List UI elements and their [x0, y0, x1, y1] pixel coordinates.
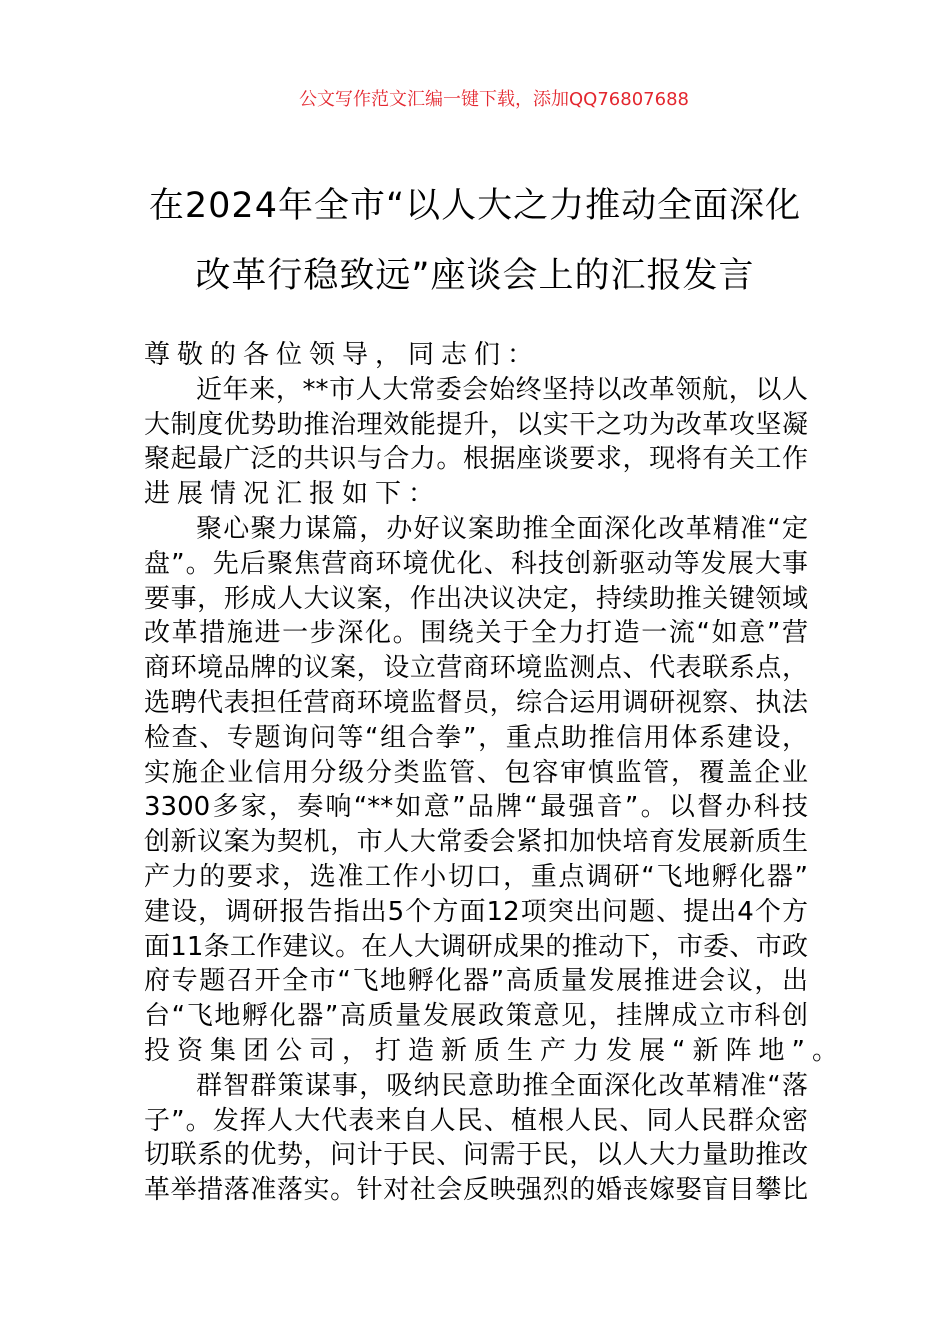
- body-text-line: 面11条工作建议。在人大调研成果的推动下，市委、市政: [144, 931, 808, 962]
- body-text-line: 群智群策谋事，吸纳民意助推全面深化改革精准“落: [196, 1070, 808, 1101]
- body-text-line: 创新议案为契机，市人大常委会紧扣加快培育发展新质生: [144, 827, 808, 858]
- body-text-line: 近年来，**市人大常委会始终坚持以改革领航，以人: [196, 374, 808, 405]
- body-text-line: 实施企业信用分级分类监管、包容审慎监管，覆盖企业: [144, 757, 808, 788]
- body-text-line: 产力的要求，选准工作小切口，重点调研“飞地孵化器”: [144, 861, 808, 892]
- document-title-line-2: 改革行稳致远”座谈会上的汇报发言: [195, 256, 755, 296]
- body-text-line: 府专题召开全市“飞地孵化器”高质量发展推进会议，出: [144, 966, 808, 997]
- body-text-line: 聚起最广泛的共识与合力。根据座谈要求，现将有关工作: [144, 444, 808, 475]
- body-text-line: 切联系的优势，问计于民、问需于民，以人大力量助推改: [144, 1140, 808, 1171]
- body-text-line: 选聘代表担任营商环境监督员，综合运用调研视察、执法: [144, 687, 808, 718]
- body-text-line: 3300多家，奏响“**如意”品牌“最强音”。以督办科技: [144, 792, 808, 823]
- watermark-download-notice: 公文写作范文汇编一键下载，添加QQ76807688: [299, 89, 689, 110]
- document-title-line-1: 在2024年全市“以人大之力推动全面深化: [148, 186, 802, 226]
- body-text-line: 革举措落准落实。针对社会反映强烈的婚丧嫁娶盲目攀比: [144, 1175, 808, 1206]
- body-text-line: 商环境品牌的议案，设立营商环境监测点、代表联系点，: [144, 653, 808, 684]
- body-text-line: 要事，形成人大议案，作出决议决定，持续助推关键领域: [144, 583, 808, 614]
- body-text-line: 改革措施进一步深化。围绕关于全力打造一流“如意”营: [144, 618, 808, 649]
- body-text-line: 大制度优势助推治理效能提升，以实干之功为改革攻坚凝: [144, 409, 808, 440]
- body-text-line: 子”。发挥人大代表来自人民、植根人民、同人民群众密: [144, 1105, 808, 1136]
- body-text-line: 建设，调研报告指出5个方面12项突出问题、提出4个方: [144, 896, 808, 927]
- body-text-line: 盘”。先后聚焦营商环境优化、科技创新驱动等发展大事: [144, 548, 808, 579]
- body-text-line: 检查、专题询问等“组合拳”，重点助推信用体系建设，: [144, 722, 808, 753]
- body-text-line: 进展情况汇报如下：: [144, 479, 442, 510]
- body-text-line: 尊敬的各位领导，同志们：: [144, 340, 541, 370]
- body-text-line: 聚心聚力谋篇，办好议案助推全面深化改革精准“定: [196, 513, 808, 544]
- body-text-line: 台“飞地孵化器”高质量发展政策意见，挂牌成立市科创: [144, 1001, 808, 1032]
- document-body: [144, 338, 845, 1208]
- body-text-line: 投资集团公司，打造新质生产力发展“新阵地”。: [144, 1035, 845, 1066]
